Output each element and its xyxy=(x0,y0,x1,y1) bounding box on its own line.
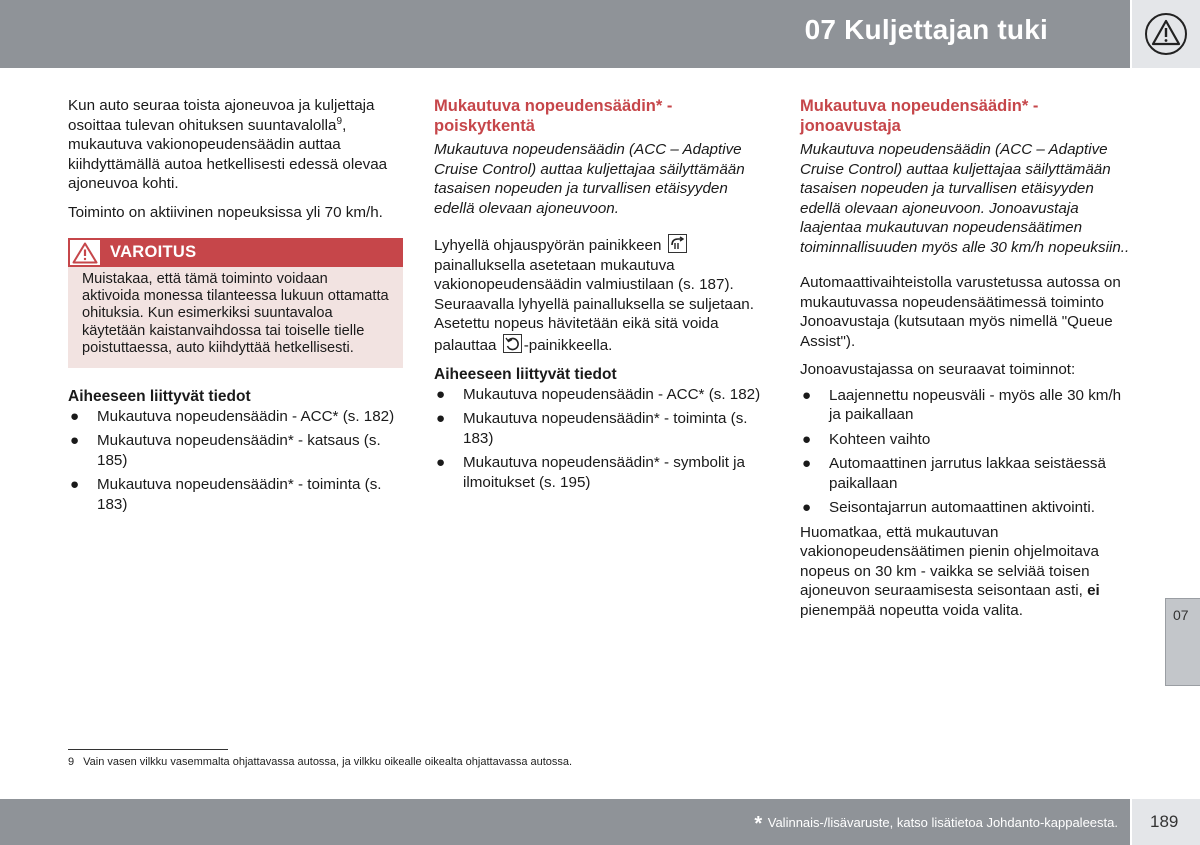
related-link-text[interactable]: Mukautuva nopeudensäädin* - toiminta (s. 183) xyxy=(97,476,382,513)
bullet-dot-icon: ● xyxy=(70,407,80,425)
paragraph-text: Kun auto seuraa toista ajoneuvoa ja kuljettaja osoittaa tulevan ohituksen suuntavalolla xyxy=(68,97,375,134)
list-item-text: Kohteen vaihto xyxy=(829,430,931,448)
asterisk-mark: * xyxy=(754,813,763,835)
emphasis-text: ei xyxy=(1087,582,1100,599)
feature-list xyxy=(800,386,1135,518)
bullet-dot-icon: ● xyxy=(436,454,446,471)
related-link[interactable] xyxy=(434,453,769,492)
bullet-dot-icon: ● xyxy=(802,386,812,404)
paragraph: Jonoavustajassa on seuraavat toiminnot: xyxy=(800,361,1076,378)
related-link[interactable] xyxy=(68,431,403,470)
paragraph xyxy=(800,523,1135,621)
related-heading: Aiheeseen liittyvät tiedot xyxy=(68,388,251,406)
section-heading: Mukautuva nopeudensäädin* - poiskytkentä xyxy=(434,97,673,135)
footnote-number: 9 xyxy=(68,756,75,768)
list-item xyxy=(800,454,1135,493)
warning-triangle-icon xyxy=(72,242,98,264)
paragraph: Automaattivaihteistolla varustetussa autossa on mukautuvassa nopeudensäätimessä toiminto Jonoavustaja (kutsutaan myös nimellä "Queue Assist"). xyxy=(800,274,1121,350)
resume-icon xyxy=(503,334,522,353)
bullet-dot-icon: ● xyxy=(436,410,446,427)
section-heading: Mukautuva nopeudensäädin* - jonoavustaja xyxy=(800,97,1039,135)
page-number: 189 xyxy=(1150,812,1179,831)
related-link[interactable] xyxy=(68,407,403,427)
section-intro: Mukautuva nopeudensäädin (ACC – Adaptive Cruise Control) auttaa kuljettajaa säilyttämään tasaisen nopeuden ja turvallisen etäisyyden edellä olevaan ajoneuvoon. xyxy=(434,141,745,217)
column-3 xyxy=(800,96,1135,629)
bullet-dot-icon: ● xyxy=(70,432,80,450)
paragraph-text: , mukautuva vakionopeudensäädin auttaa kiihdyttämällä autoa hetkellisesti edessä olevaa ajoneuvoa kohti. xyxy=(68,116,388,192)
related-link-text[interactable]: Mukautuva nopeudensäädin* - symbolit ja ilmoitukset (s. 195) xyxy=(463,454,745,491)
paragraph xyxy=(434,234,769,355)
column-1 xyxy=(68,96,403,519)
list-item-text: Seisontajarrun automaattinen aktivointi. xyxy=(829,499,1095,516)
paragraph-text: pienempää nopeutta voida valita. xyxy=(800,601,1023,619)
related-link-text[interactable]: Mukautuva nopeudensäädin - ACC* (s. 182) xyxy=(97,407,395,425)
related-link[interactable] xyxy=(434,409,769,448)
section-intro: Mukautuva nopeudensäädin (ACC – Adaptive Cruise Control) auttaa kuljettajaa säilyttämään tasaisen nopeuden ja turvallisen etäisyyden edellä olevaan ajoneuvoon. Jonoavustaja laajentaa mukautuvan nopeudensäätimen toiminnallisuuden myös alle 30 km/h nopeuksiin.. xyxy=(800,141,1130,256)
footnote-divider xyxy=(68,749,228,750)
paragraph-text: painalluksella asetetaan mukautuva vakionopeudensäädin valmiustilaan (s. 187). Seuraavalla lyhyellä painalluksella se suljetaan. Asetettu nopeus hävitetään eikä sitä voida palauttaa xyxy=(434,256,754,354)
chapter-title: 07 Kuljettajan tuki xyxy=(804,14,1048,45)
related-link-text[interactable]: Mukautuva nopeudensäädin* - katsaus (s. 185) xyxy=(97,432,381,469)
footnote-text: Vain vasen vilkku vasemmalta ohjattavassa autossa, ja vilkku oikealle oikealta ohjattavassa autossa. xyxy=(83,756,573,768)
paragraph xyxy=(68,96,403,194)
bullet-dot-icon: ● xyxy=(802,499,812,516)
list-item xyxy=(800,498,1135,518)
footer-bar xyxy=(0,799,1130,845)
warning-box xyxy=(68,238,403,368)
chapter-side-tab[interactable] xyxy=(1165,598,1200,686)
header-bar xyxy=(0,0,1130,68)
paragraph: Toiminto on aktiivinen nopeuksissa yli 70 km/h. xyxy=(68,203,383,221)
bullet-dot-icon: ● xyxy=(70,476,80,494)
related-link-text[interactable]: Mukautuva nopeudensäädin - ACC* (s. 182) xyxy=(463,385,761,403)
bullet-dot-icon: ● xyxy=(802,455,812,472)
chapter-tab-label: 07 xyxy=(1173,607,1189,623)
list-item xyxy=(800,386,1135,425)
header-icon-box xyxy=(1132,0,1200,68)
list-item-text: Automaattinen jarrutus lakkaa seistäessä paikallaan xyxy=(829,455,1106,492)
warning-text: Muistakaa, että tämä toiminto voidaan aktivoida monessa tilanteessa lukuun ottamatta ohituksia. Kun esimerkiksi suuntavaloa käytetään kaistanvaihdossa tai toiselle tielle poistuttaessa, auto kiihdyttää hetkellisesti. xyxy=(82,271,389,356)
list-item-text: Laajennettu nopeusväli - myös alle 30 km/h ja paikallaan xyxy=(829,386,1122,423)
related-link[interactable] xyxy=(68,475,403,514)
footnote xyxy=(68,756,572,768)
related-heading: Aiheeseen liittyvät tiedot xyxy=(434,366,617,383)
list-item xyxy=(800,430,1135,450)
paragraph-text: Lyhyellä ohjauspyörän painikkeen xyxy=(434,237,662,254)
cruise-standby-icon xyxy=(668,234,687,253)
warning-header xyxy=(68,238,403,267)
related-link-text[interactable]: Mukautuva nopeudensäädin* - toiminta (s. 183) xyxy=(463,410,748,447)
column-2 xyxy=(434,96,769,497)
paragraph-text: -painikkeella. xyxy=(523,336,613,354)
footer-note xyxy=(754,813,1118,836)
bullet-dot-icon: ● xyxy=(436,385,446,403)
related-list xyxy=(434,385,769,493)
footer-note-text: Valinnais-/lisävaruste, katso lisätietoa Johdanto-kappaleesta. xyxy=(767,815,1118,830)
page-number-box xyxy=(1132,799,1200,845)
footnote-ref[interactable]: 9 xyxy=(336,115,343,127)
related-list xyxy=(68,407,403,515)
warning-title: VAROITUS xyxy=(110,242,197,261)
warning-icon-box xyxy=(68,238,102,267)
related-link[interactable] xyxy=(434,385,769,405)
paragraph-text: Huomatkaa, että mukautuvan vakionopeudensäätimen pienin ohjelmoitava nopeus on 30 km - vaikka se selviää toisen ajoneuvon seuraamisesta seisontaan asti, xyxy=(800,523,1099,599)
bullet-dot-icon: ● xyxy=(802,430,812,448)
warning-triangle-icon xyxy=(1144,12,1188,56)
